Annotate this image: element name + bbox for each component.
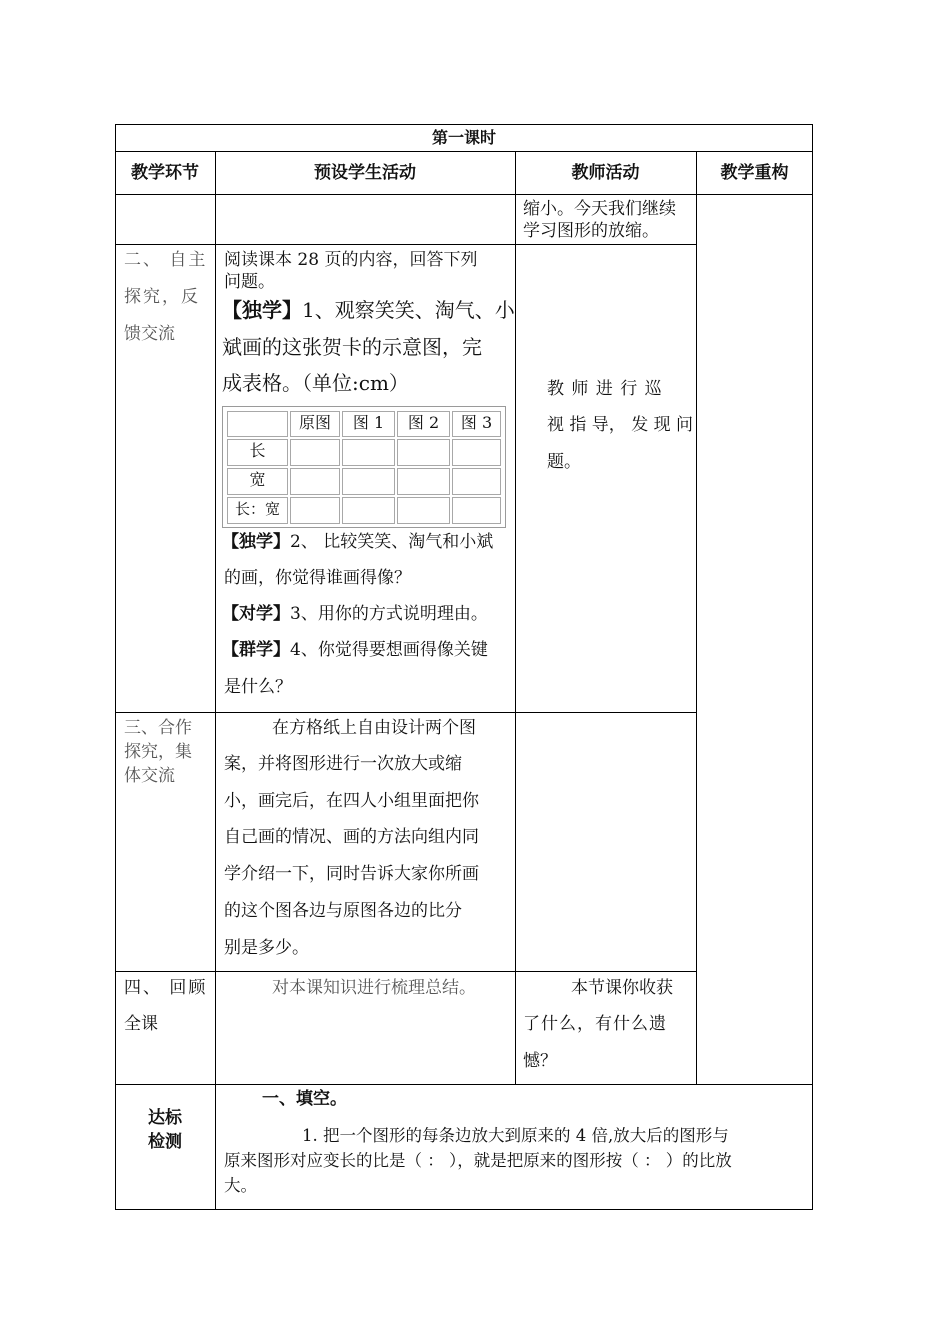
inner-row-label: 宽 bbox=[227, 468, 288, 495]
student-activity-line: 别是多少。 bbox=[224, 938, 309, 958]
assessment-heading: 一、填空。 bbox=[262, 1089, 347, 1109]
question-2-line: 的画，你觉得谁画得像？ bbox=[224, 568, 411, 588]
question-tag: 【对学】 bbox=[222, 604, 290, 624]
question-tag: 【群学】 bbox=[222, 640, 290, 660]
question-4-line: 【群学】4、你觉得要想画得像关键 bbox=[222, 640, 488, 660]
grid-line bbox=[115, 971, 696, 972]
header-reconstruction: 教学重构 bbox=[720, 163, 789, 183]
teacher-activity-line: 缩小。今天我们继续 bbox=[523, 199, 676, 219]
inner-cell bbox=[290, 468, 340, 495]
inner-cell bbox=[397, 468, 450, 495]
grid-line bbox=[115, 1084, 813, 1085]
inner-cell bbox=[397, 497, 450, 524]
inner-row-label: 长 bbox=[227, 439, 288, 466]
inner-cell bbox=[342, 468, 395, 495]
grid-line bbox=[115, 244, 696, 245]
teacher-activity-line: 本节课你收获 bbox=[571, 978, 673, 998]
student-activity-line: 小，画完后，在四人小组里面把你 bbox=[224, 791, 479, 811]
question-tag: 【独学】 bbox=[222, 298, 302, 322]
measurement-table bbox=[222, 406, 506, 528]
assessment-label-line: 达标 bbox=[148, 1108, 182, 1128]
teacher-activity-line: 题。 bbox=[547, 452, 581, 472]
stage-label-line: 全课 bbox=[124, 1014, 158, 1034]
header-teaching-stage: 教学环节 bbox=[131, 163, 199, 183]
inner-cell bbox=[452, 468, 501, 495]
student-activity-line: 对本课知识进行梳理总结。 bbox=[272, 978, 476, 998]
assessment-question-line: 大。 bbox=[224, 1176, 257, 1195]
grid-line bbox=[696, 151, 697, 1085]
teacher-activity-line: 教 师 进 行 巡 bbox=[547, 379, 663, 399]
teacher-activity-line: 视 指 导， 发 现 问 bbox=[547, 415, 694, 435]
stage-label-line: 馈交流 bbox=[124, 324, 175, 344]
assessment-question-line: 原来图形对应变长的比是（ ： ），就是把原来的图形按（ ： ）的比放 bbox=[224, 1151, 732, 1170]
table-title: 第一课时 bbox=[431, 128, 496, 147]
inner-cell bbox=[452, 497, 501, 524]
question-1-line: 【独学】1、观察笑笑、淘气、小 bbox=[222, 298, 515, 322]
grid-line bbox=[115, 1209, 813, 1210]
grid-line bbox=[115, 124, 116, 1210]
stage-label-line: 二、 自主 bbox=[124, 250, 208, 270]
question-4-line: 是什么？ bbox=[224, 677, 292, 697]
teacher-activity-line: 学习图形的放缩。 bbox=[523, 221, 659, 241]
header-student-activity: 预设学生活动 bbox=[314, 163, 416, 183]
header-teacher-activity: 教师活动 bbox=[571, 163, 640, 183]
question-2-line: 【独学】2、 比较笑笑、淘气和小斌 bbox=[222, 532, 494, 552]
inner-cell bbox=[227, 411, 288, 437]
stage-label-line: 探究，集 bbox=[124, 742, 192, 762]
question-3-line: 【对学】3、用你的方式说明理由。 bbox=[222, 604, 488, 624]
teacher-activity-line: 了什么，有什么遗 bbox=[523, 1014, 667, 1034]
inner-cell bbox=[342, 439, 395, 466]
grid-line bbox=[115, 124, 813, 125]
student-activity-line: 案，并将图形进行一次放大或缩 bbox=[224, 754, 462, 774]
inner-cell bbox=[290, 439, 340, 466]
student-activity-line: 学介绍一下，同时告诉大家你所画 bbox=[224, 864, 479, 884]
assessment-question-line: 1. 把一个图形的每条边放大到原来的 4 倍,放大后的图形与 bbox=[302, 1126, 729, 1145]
inner-header-cell: 图 2 bbox=[397, 411, 450, 437]
inner-header-cell: 图 3 bbox=[452, 411, 501, 437]
inner-cell bbox=[290, 497, 340, 524]
student-activity-line: 自己画的情况、画的方法向组内同 bbox=[224, 827, 479, 847]
inner-header-cell: 原图 bbox=[290, 411, 340, 437]
student-intro-line: 阅读课本 28 页的内容，回答下列 bbox=[224, 250, 478, 270]
inner-cell bbox=[342, 497, 395, 524]
inner-cell bbox=[397, 439, 450, 466]
grid-line bbox=[812, 124, 813, 1210]
teacher-activity-line: 憾？ bbox=[523, 1051, 557, 1071]
inner-row-label: 长：宽 bbox=[227, 497, 288, 524]
stage-label-line: 四、 回顾 bbox=[124, 978, 208, 998]
grid-line bbox=[515, 151, 516, 1085]
stage-label-line: 体交流 bbox=[124, 766, 175, 786]
grid-line bbox=[115, 712, 696, 713]
question-1-line: 斌画的这张贺卡的示意图，完 bbox=[222, 335, 482, 359]
assessment-label-line: 检测 bbox=[148, 1132, 182, 1152]
student-intro-line: 问题。 bbox=[224, 272, 275, 292]
grid-line bbox=[215, 151, 216, 1210]
student-activity-line: 在方格纸上自由设计两个图 bbox=[272, 718, 476, 738]
student-activity-line: 的这个图各边与原图各边的比分 bbox=[224, 901, 462, 921]
stage-label-line: 探究，反 bbox=[124, 287, 200, 307]
stage-label-line: 三、合作 bbox=[124, 718, 192, 738]
question-tag: 【独学】 bbox=[222, 532, 290, 552]
grid-line bbox=[115, 194, 813, 195]
inner-cell bbox=[452, 439, 501, 466]
question-1-line: 成表格。（单位:cm） bbox=[222, 371, 409, 395]
grid-line bbox=[115, 151, 813, 152]
inner-header-cell: 图 1 bbox=[342, 411, 395, 437]
